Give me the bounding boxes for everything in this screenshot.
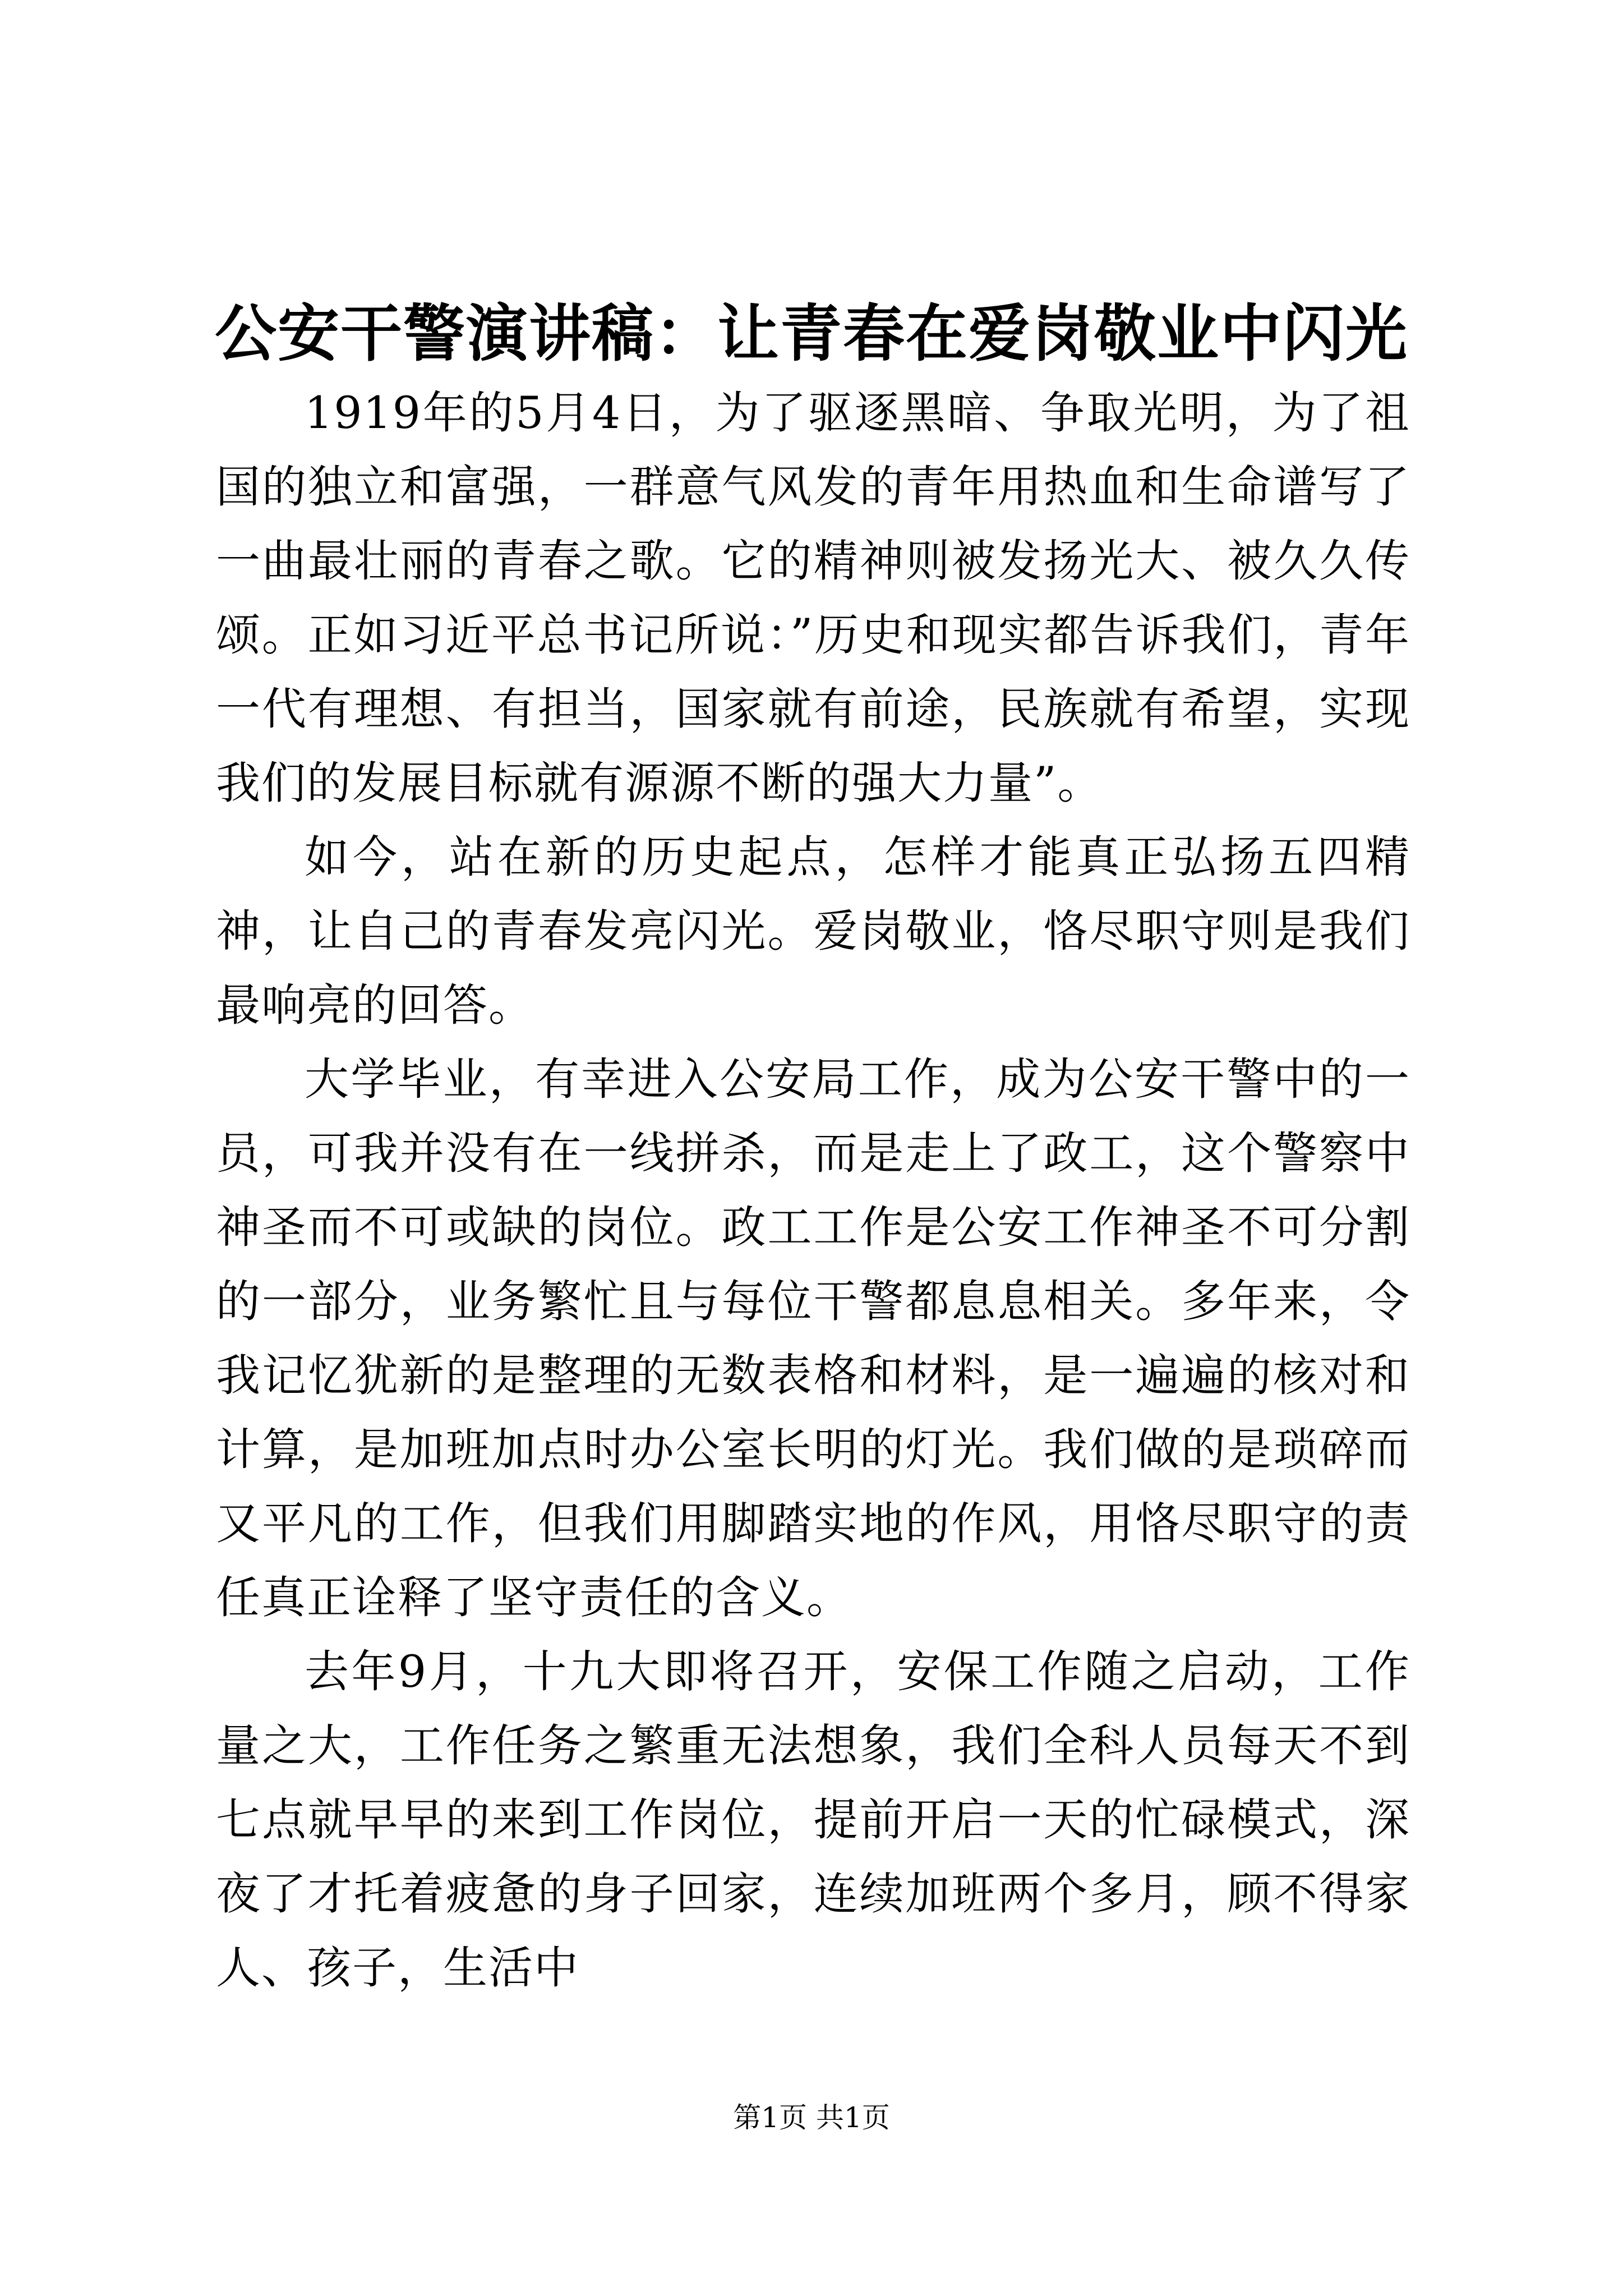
document-body xyxy=(216,376,1410,2005)
page-footer: 第1页 共1页 xyxy=(733,2101,890,2134)
paragraph: 去年9月，十九大即将召开，安保工作随之启动，工作量之大，工作任务之繁重无法想象，我们全科人员每天不到七点就早早的来到工作岗位，提前开启一天的忙碌模式，深夜了才托着疲惫的身子回家，连续加班两个多月，顾不得家人、孩子，生活中 xyxy=(216,1646,1410,1994)
paragraph: 大学毕业，有幸进入公安局工作，成为公安干警中的一员，可我并没有在一线拼杀，而是走上了政工，这个警察中神圣而不可或缺的岗位。政工工作是公安工作神圣不可分割的一部分，业务繁忙且与每位干警都息息相关。多年来，令我记忆犹新的是整理的无数表格和材料，是一遍遍的核对和计算，是加班加点时办公室长明的灯光。我们做的是琐碎而又平凡的工作，但我们用脚踏实地的作风，用恪尽职守的责任真正诠释了坚守责任的含义。 xyxy=(216,1053,1410,1623)
paragraph: 1919年的5月4日，为了驱逐黑暗、争取光明，为了祖国的独立和富强，一群意气风发的青年用热血和生命谱写了一曲最壮丽的青春之歌。它的精神则被发扬光大、被久久传颂。正如习近平总书记所说：”历史和现实都告诉我们，青年一代有理想、有担当，国家就有前途，民族就有希望，实现我们的发展目标就有源源不断的强大力量”。 xyxy=(216,387,1410,809)
document-title: 公安干警演讲稿：让青春在爱岗敬业中闪光 xyxy=(215,297,1408,370)
paragraph: 如今，站在新的历史起点，怎样才能真正弘扬五四精神，让自己的青春发亮闪光。爱岗敬业，恪尽职守则是我们最响亮的回答。 xyxy=(216,831,1410,1031)
